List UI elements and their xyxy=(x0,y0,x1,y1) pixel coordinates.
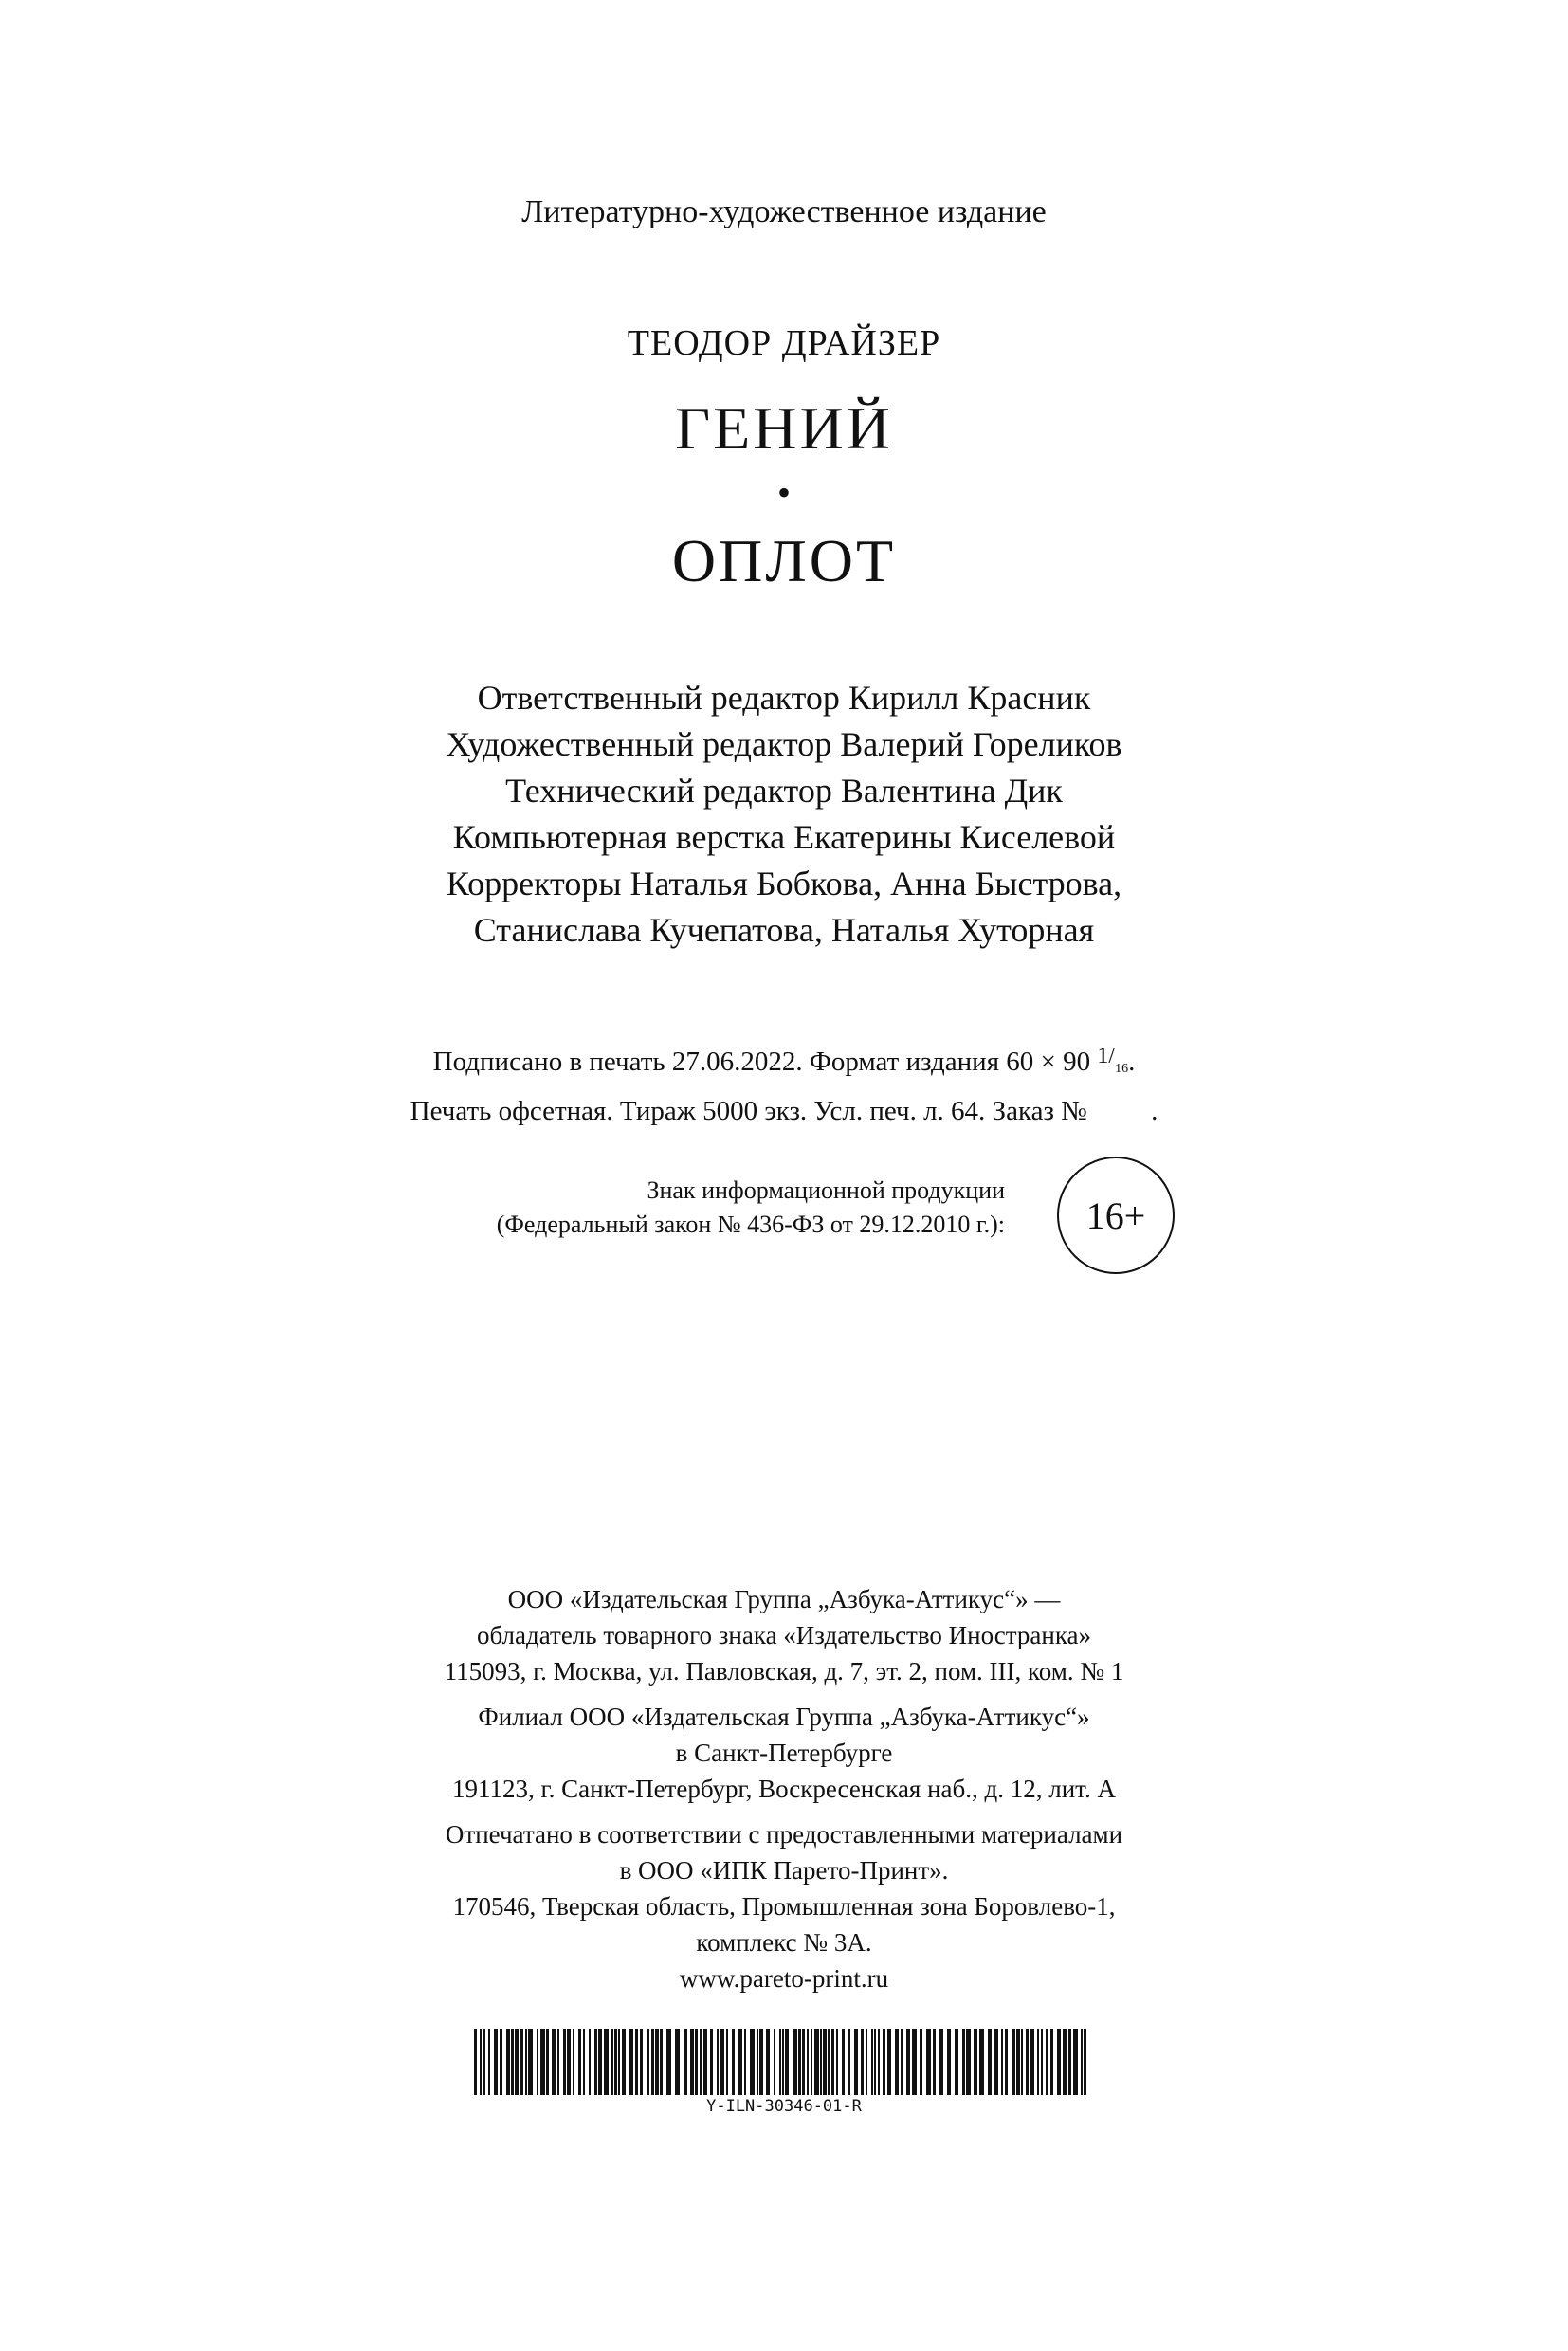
book-title-2: ОПЛОТ xyxy=(671,527,897,594)
branch-line: 191123, г. Санкт-Петербург, Воскресенская наб., д. 12, лит. А xyxy=(452,1775,1116,1803)
barcode-bar xyxy=(552,2029,556,2095)
publisher-block xyxy=(0,1581,1568,1996)
barcode-bar xyxy=(785,2029,789,2095)
barcode-bar xyxy=(750,2029,755,2095)
barcode-bar xyxy=(807,2029,809,2095)
barcode-bar xyxy=(511,2029,514,2095)
imprint-line-2-text: Печать офсетная. Тираж 5000 экз. Усл. печ. л. 64. Заказ № xyxy=(410,1096,1087,1126)
barcode-bar xyxy=(690,2029,694,2095)
branch-line: в Санкт-Петербурге xyxy=(675,1739,893,1767)
barcode-bar xyxy=(782,2029,784,2095)
barcode-bar xyxy=(684,2029,687,2095)
barcode-bar xyxy=(1030,2029,1034,2095)
barcode-bar xyxy=(883,2029,885,2095)
barcode-bar xyxy=(979,2029,984,2095)
barcode-bar xyxy=(926,2029,931,2095)
barcode-bar xyxy=(861,2029,864,2095)
barcode-bar xyxy=(955,2029,958,2095)
barcode-bar xyxy=(866,2029,867,2095)
barcode-bar xyxy=(717,2029,719,2095)
barcode-bar xyxy=(1081,2029,1083,2095)
publisher-line: 115093, г. Москва, ул. Павловская, д. 7, эт. 2, пом. III, ком. № 1 xyxy=(444,1657,1124,1686)
barcode-bar xyxy=(820,2029,822,2095)
barcode-bar xyxy=(757,2029,758,2095)
barcode-bar xyxy=(573,2029,574,2095)
barcode-bar xyxy=(666,2029,671,2095)
barcode-bar xyxy=(635,2029,638,2095)
barcode-bar xyxy=(878,2029,880,2095)
barcode-bar xyxy=(567,2029,571,2095)
barcode-bar xyxy=(823,2029,827,2095)
barcode-bar xyxy=(814,2029,819,2095)
barcode-code: Y-ILN-30346-01-R xyxy=(706,2097,862,2116)
barcode-bar xyxy=(726,2029,728,2095)
barcode-bar xyxy=(500,2029,502,2095)
barcode-bar xyxy=(703,2029,707,2095)
barcode-bar xyxy=(675,2029,680,2095)
barcode-bar xyxy=(589,2029,591,2095)
barcode-bar xyxy=(1001,2029,1003,2095)
credit-line: Компьютерная верстка Екатерины Киселевой xyxy=(452,818,1116,856)
barcode-bar xyxy=(604,2029,609,2095)
barcode-bar xyxy=(618,2029,620,2095)
barcode-bar xyxy=(1073,2029,1078,2095)
printer-website: www.pareto-print.ru xyxy=(679,1964,889,1993)
barcode-bar xyxy=(1063,2029,1067,2095)
printer-line: комплекс № 3А. xyxy=(696,1928,872,1957)
barcode-bar xyxy=(1084,2029,1086,2095)
barcode-bar xyxy=(660,2029,663,2095)
barcode-bar xyxy=(901,2029,903,2095)
barcode-bar xyxy=(732,2029,735,2095)
barcode-bar xyxy=(802,2029,805,2095)
barcode-bar xyxy=(974,2029,977,2095)
age-rating-value: 16+ xyxy=(1085,1194,1146,1237)
imprint-line-2: Печать офсетная. Тираж 5000 экз. Усл. печ. л. 64. Заказ № . xyxy=(410,1096,1158,1126)
barcode-bar xyxy=(1021,2029,1023,2095)
barcode-bar xyxy=(474,2029,477,2095)
barcode-bar xyxy=(1046,2029,1048,2095)
barcode-bar xyxy=(655,2029,659,2095)
barcode-bar xyxy=(1068,2029,1071,2095)
barcode-bar xyxy=(557,2029,559,2095)
barcode-bar xyxy=(629,2029,633,2095)
barcode-bar xyxy=(700,2029,702,2095)
barcode-bar xyxy=(848,2029,850,2095)
barcode xyxy=(474,2029,1090,2095)
barcode-bar xyxy=(647,2029,649,2095)
title-separator: • xyxy=(776,471,791,514)
barcode-bar xyxy=(520,2029,523,2095)
barcode-bar xyxy=(836,2029,838,2095)
barcode-bar xyxy=(738,2029,742,2095)
barcode-bar xyxy=(494,2029,498,2095)
barcode-bar xyxy=(525,2029,527,2095)
printer-line: в ООО «ИПК Парето-Принт». xyxy=(619,1856,949,1885)
barcode-bar xyxy=(759,2029,763,2095)
printer-line: Отпечатано в соответствии с предоставленными материалами xyxy=(445,1820,1123,1849)
barcode-bar xyxy=(1016,2029,1020,2095)
credits-block xyxy=(0,675,1568,954)
credit-line: Ответственный редактор Кирилл Красник xyxy=(477,679,1091,717)
barcode-bar xyxy=(1012,2029,1015,2095)
barcode-bar xyxy=(962,2029,965,2095)
barcode-bar xyxy=(528,2029,533,2095)
barcode-bar xyxy=(515,2029,519,2095)
barcode-bar xyxy=(887,2029,891,2095)
barcode-bar xyxy=(622,2029,626,2095)
publisher-line: обладатель товарного знака «Издательство Иностранка» xyxy=(476,1621,1092,1649)
barcode-bar xyxy=(798,2029,801,2095)
rating-label-line-2: (Федеральный закон № 436-ФЗ от 29.12.2010 г.): xyxy=(496,1211,1005,1238)
barcode-bar xyxy=(1057,2029,1061,2095)
barcode-bar xyxy=(912,2029,917,2095)
barcode-bar xyxy=(1050,2029,1053,2095)
imprint-line-1: Подписано в печать 27.06.2022. Формат издания 60 × 90 $^{1/}$16. xyxy=(432,1044,1136,1077)
barcode-bar xyxy=(695,2029,698,2095)
barcode-bar xyxy=(744,2029,746,2095)
rating-label-line-1: Знак информационной продукции xyxy=(647,1176,1005,1204)
barcode-bar xyxy=(1005,2029,1008,2095)
credit-line: Художественный редактор Валерий Гореликов xyxy=(446,725,1122,763)
credit-line: Корректоры Наталья Бобкова, Анна Быстрова, xyxy=(446,865,1122,902)
barcode-bar xyxy=(1037,2029,1039,2095)
barcode-bar xyxy=(506,2029,510,2095)
author-name: ТЕОДОР ДРАЙЗЕР xyxy=(627,323,941,363)
branch-line: Филиал ООО «Издательская Группа „Азбука-Аттикус“» xyxy=(478,1703,1090,1731)
age-rating-badge xyxy=(1057,1157,1175,1274)
printer-line: 170546, Тверская область, Промышленная зона Боровлево-1, xyxy=(452,1892,1116,1921)
barcode-bar xyxy=(831,2029,834,2095)
barcode-bar xyxy=(651,2029,654,2095)
credit-line: Станислава Кучепатова, Наталья Хуторная xyxy=(473,911,1095,949)
barcode-bar xyxy=(640,2029,643,2095)
barcode-bar xyxy=(828,2029,830,2095)
barcode-bar xyxy=(871,2029,873,2095)
imprint-block xyxy=(0,1035,1568,1133)
barcode-bar xyxy=(537,2029,538,2095)
barcode-bar xyxy=(710,2029,713,2095)
barcode-bar xyxy=(720,2029,724,2095)
barcode-bar xyxy=(874,2029,876,2095)
barcode-bar xyxy=(540,2029,545,2095)
barcode-bar xyxy=(988,2029,992,2095)
barcode-bar xyxy=(854,2029,858,2095)
credit-line: Технический редактор Валентина Дик xyxy=(505,772,1063,810)
book-title-1: ГЕНИЙ xyxy=(675,394,893,462)
imprint-line-1-text: Подписано в печать 27.06.2022. Формат издания 60 × 90 xyxy=(432,1047,1091,1077)
barcode-bar xyxy=(906,2029,910,2095)
barcode-bar xyxy=(563,2029,566,2095)
barcode-bar xyxy=(966,2029,971,2095)
barcode-bar xyxy=(994,2029,998,2095)
format-fraction-numerator: 1 xyxy=(1097,1044,1109,1068)
barcode-bar xyxy=(920,2029,922,2095)
barcode-bar xyxy=(480,2029,482,2095)
barcode-bar xyxy=(793,2029,797,2095)
barcode-bar xyxy=(614,2029,617,2095)
barcode-bar xyxy=(779,2029,781,2095)
barcode-bar xyxy=(594,2029,597,2095)
barcode-bar xyxy=(598,2029,602,2095)
barcode-bar xyxy=(842,2029,845,2095)
age-rating-label xyxy=(398,1174,1005,1242)
barcode-bar xyxy=(933,2029,936,2095)
barcode-bar xyxy=(578,2029,581,2095)
barcode-bar xyxy=(483,2029,485,2095)
barcode-bar xyxy=(766,2029,770,2095)
barcode-bar xyxy=(947,2029,951,2095)
barcode-bar xyxy=(1026,2029,1029,2095)
barcode-bar xyxy=(488,2029,490,2095)
format-fraction-denominator: 16 xyxy=(1115,1062,1129,1076)
publisher-line: ООО «Издательская Группа „Азбука-Аттикус“» — xyxy=(507,1585,1061,1613)
barcode-bar xyxy=(611,2029,613,2095)
barcode-bar xyxy=(939,2029,943,2095)
barcode-bar xyxy=(774,2029,775,2095)
barcode-bar xyxy=(583,2029,585,2095)
genre-line: Литературно-художественное издание xyxy=(521,194,1047,229)
barcode-bar xyxy=(546,2029,549,2095)
barcode-bar xyxy=(1041,2029,1043,2095)
barcode-bar xyxy=(895,2029,899,2095)
barcode-bar xyxy=(811,2029,812,2095)
